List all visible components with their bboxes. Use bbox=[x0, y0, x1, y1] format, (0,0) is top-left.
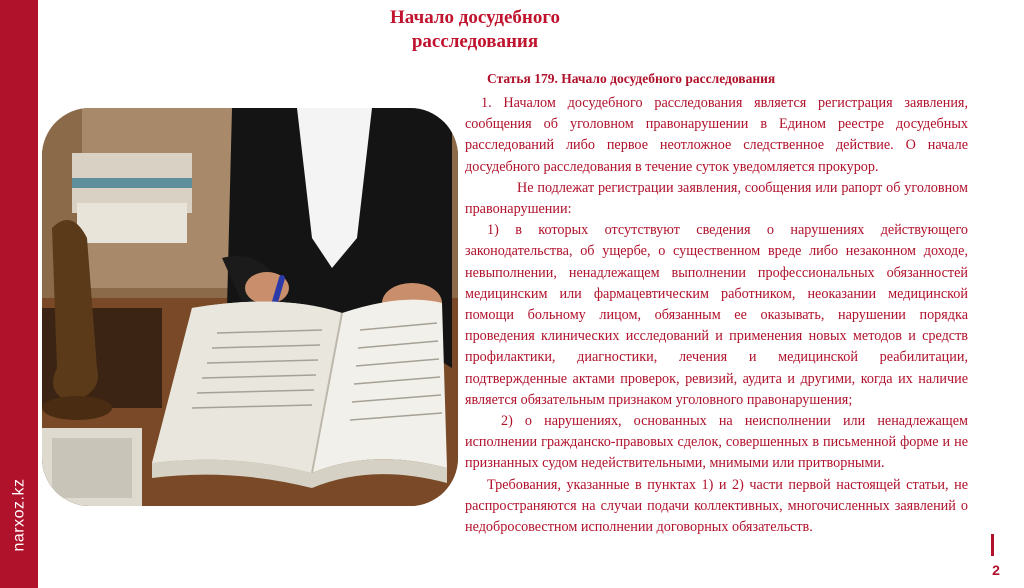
judge-photo bbox=[42, 108, 458, 506]
brand-sidebar bbox=[0, 0, 38, 588]
site-url: narxoz.kz bbox=[10, 478, 27, 552]
article-paragraph: 1) в которых отсутствуют сведения о нарушениях действующего законодательства, об ущербе, о существенном вреде либо незаконном доходе, невыполнении, ненадлежащем выполнении профессиональных обязанностей медицинским или фармацевтическим работником, неоказании медицинской помощи больному лицом, обязанным ее оказывать, нарушении порядка проведения клинических исследований и применения новых методов и средств профилактики, диагностики, лечения и медицинской реабилитации, подтвержденные актами проверок, ревизий, аудита и другими, когда их наличие является обязательным признаком уголовного правонарушения; bbox=[465, 222, 968, 408]
article-paragraph: Не подлежат регистрации заявления, сообщения или рапорт об уголовном правонарушении: bbox=[465, 179, 968, 218]
page-number: 2 bbox=[992, 562, 1000, 578]
article-title: Статья 179. Начало досудебного расследования bbox=[487, 71, 776, 86]
article-paragraph: 1. Началом досудебного расследования является регистрация заявления, сообщения об уголовном правонарушении в Едином реестре досудебных расследований либо первое неотложное следственное действие. О начале досудебного расследования в течение суток уведомляется прокурор. bbox=[465, 95, 968, 175]
article-paragraph: 2) о нарушениях, основанных на неисполнении или ненадлежащем исполнении гражданско-правовых сделок, совершенных в письменной форме и не признанных судом недействительными, мнимыми или притворными. bbox=[465, 413, 968, 472]
slide-title: Начало досудебного расследования bbox=[389, 7, 561, 52]
article-paragraph: Требования, указанные в пунктах 1) и 2) части первой настоящей статьи, не распространяются на случаи подачи коллективных, многочисленных заявлений о недобросовестном исполнении договорных обязательств. bbox=[465, 476, 968, 536]
article-body bbox=[465, 93, 968, 538]
page-marker bbox=[991, 534, 994, 556]
